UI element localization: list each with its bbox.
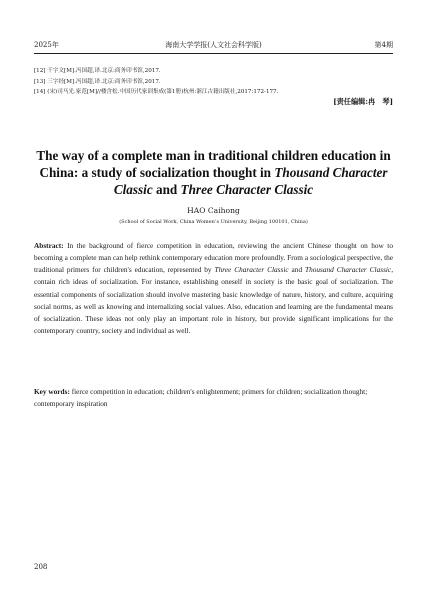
abstract-text: , contain rich ideas of socialization. For instance, establishing oneself in society is the basic goal of socialization. The essential components of socialization should involve mastering basic knowledge of nature, history, and culture, acquiring social norms, as well as knowing and internalizing social values. Also, education and learning are the fundamental means of socialization. These ideas not only play an important role in history, but provide significant implications for the contemporary country, society and individual as well.	[34, 265, 394, 336]
keywords-label: Key words:	[34, 387, 70, 396]
author-affiliation: (School of Social Work, China Women’s University, Beijing 100101, China)	[119, 219, 308, 225]
reference-item: [14] (宋)司马光.家范[M]//楼含松.中国历代家训集成(第1册)杭州:浙江古籍出版社,2017:172-177.	[34, 89, 279, 95]
reference-item: [12] 千字文[M].冯国超,译.北京:商务印书馆,2017.	[34, 68, 161, 74]
keywords-text: fierce competition in education; children's enlightenment; primers for children; socialization thought; contemporary inspiration	[34, 387, 368, 409]
header-year: 2025年	[34, 41, 59, 49]
title-and: and	[152, 182, 181, 197]
abstract-label: Abstract:	[34, 241, 64, 250]
reference-item: [13] 三字经[M].冯国超,译.北京:商务印书馆,2017.	[34, 78, 161, 85]
header-issue: 第4期	[374, 41, 393, 49]
abstract-text: In the background of fierce competition in education, reviewing the ancient Chinese thought on how to becoming a complete man can help rethink contemporary education more profoundly. From a sociological perspective, the traditional primers for children's education, represented by	[34, 241, 393, 275]
title-italic-three: Three Character Classic	[180, 182, 314, 197]
reference-list	[34, 66, 393, 98]
keywords-paragraph	[34, 386, 393, 410]
abstract-text: and	[288, 265, 306, 275]
title-italic-thousand: Thousand Character Classic	[113, 165, 388, 197]
article-title	[34, 147, 393, 198]
abstract-italic-three: Three Character Classic	[214, 265, 289, 275]
abstract-italic-thousand: Thousand Character Classic	[305, 265, 392, 275]
page-number: 208	[34, 563, 48, 571]
title-text: The way of a complete man in traditional children education in China: a study of socialization thought in	[36, 148, 391, 180]
author-name: HAO Caihong	[187, 206, 240, 215]
abstract-paragraph	[34, 240, 393, 337]
header-journal-name: 海南大学学报(人文社会科学版)	[165, 41, 262, 49]
editor-note: [责任编辑:冉 琴]	[333, 97, 393, 106]
header-divider	[34, 53, 393, 54]
